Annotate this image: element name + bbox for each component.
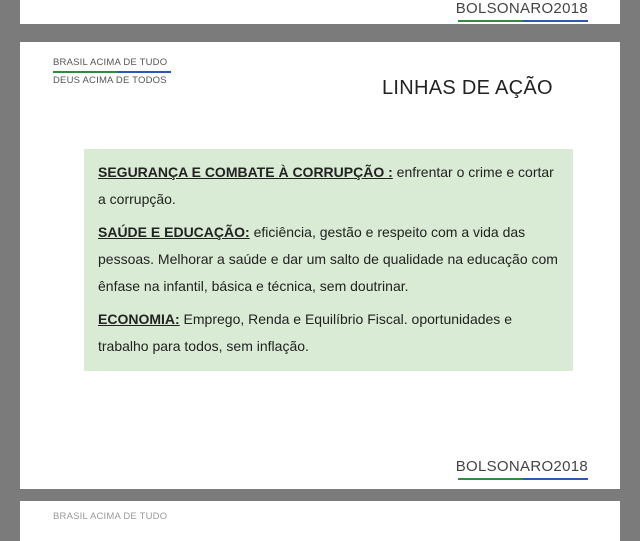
brand-text: BOLSONARO2018: [455, 0, 588, 17]
paragraph-economy: [98, 306, 559, 360]
paragraph-health-education: [98, 219, 559, 300]
motto-line-1: BRASIL ACIMA DE TUDO: [53, 511, 168, 522]
motto-line-1: BRASIL ACIMA DE TUDO: [53, 57, 168, 68]
motto-line-2: DEUS ACIMA DE TODOS: [53, 75, 167, 86]
slide-page: [20, 42, 620, 489]
paragraph-text: enfrentar o crime e cortar a corrupção.: [98, 164, 554, 207]
paragraph-heading: SAÚDE E EDUCAÇÃO:: [98, 224, 250, 240]
previous-page: [20, 0, 620, 24]
brand-text: BOLSONARO2018: [455, 458, 588, 475]
next-page: [20, 501, 620, 541]
paragraph-text: eficiência, gestão e respeito com a vida das pessoas. Melhorar a saúde e dar um salto de qualidade na educação com ênfase na infantil, básica e técnica, sem doutrinar.: [98, 224, 558, 294]
paragraph-security: [98, 159, 559, 213]
paragraph-heading: ECONOMIA:: [98, 311, 180, 327]
brand-underline: [458, 478, 588, 480]
slide-title: LINHAS DE AÇÃO: [382, 77, 553, 99]
paragraph-text: Emprego, Renda e Equilíbrio Fiscal. oportunidades e trabalho para todos, sem inflação.: [98, 311, 512, 354]
paragraph-heading: SEGURANÇA E COMBATE À CORRUPÇÃO :: [98, 164, 393, 180]
motto-divider: [53, 71, 171, 73]
brand-underline: [458, 20, 588, 22]
content-box: [84, 149, 573, 371]
